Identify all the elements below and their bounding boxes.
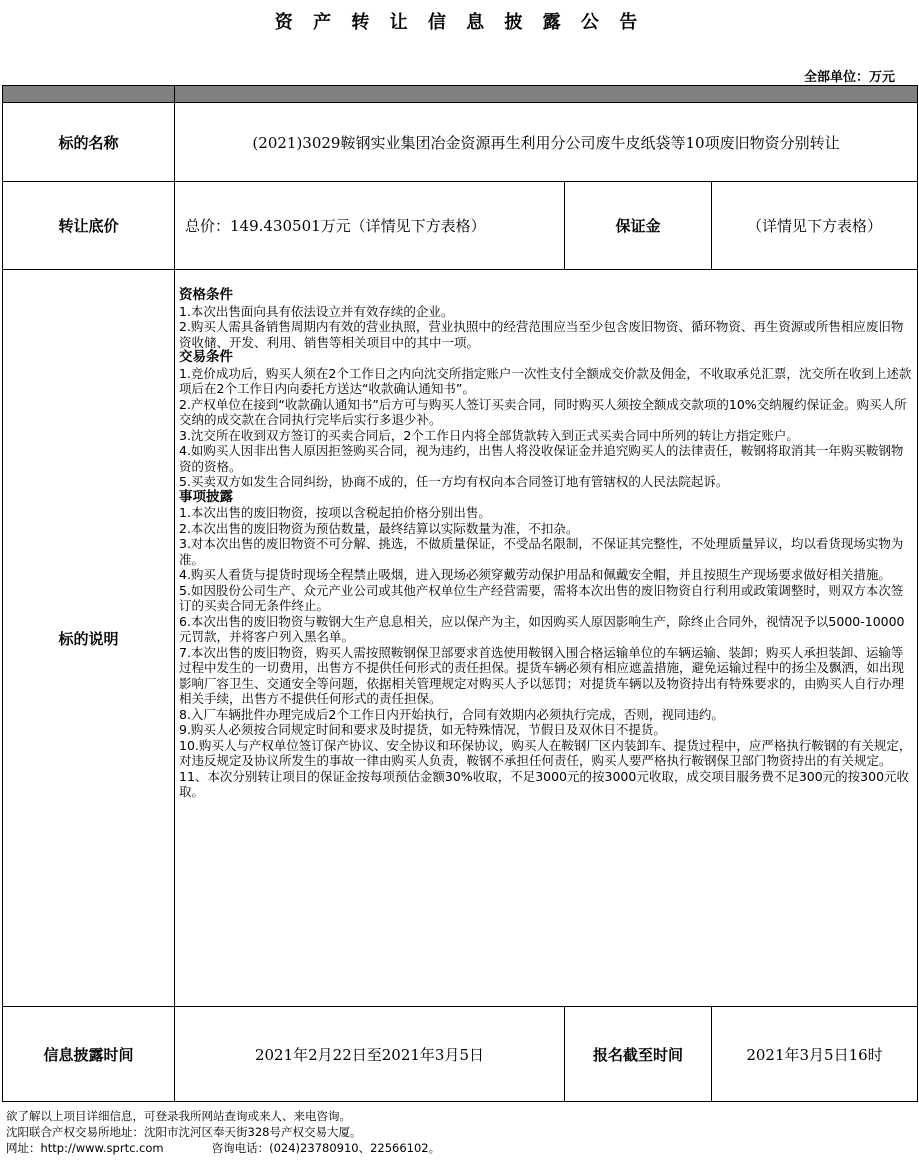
matters-item: 6.本次出售的废旧物资与鞍钢大生产息息相关，应以保产为主，如因购买人原因影响生产，除终止合同外，视情况予以5000-10000元罚款，并将客户列入黑名单。 — [179, 613, 905, 644]
unit-note: 全部单位：万元 — [803, 70, 895, 85]
disclosure-time-value: 2021年2月22日至2021年3月5日 — [175, 1007, 565, 1102]
matters-item: 4.购买人看货与提货时现场全程禁止吸烟，进入现场必须穿戴劳动保护用品和佩戴安全帽，并且按照生产现场要求做好相关措施。 — [179, 567, 891, 582]
trade-item: 2.产权单位在接到“收款确认通知书”后方可与购买人签订买卖合同，同时购买人须按全额成交款项的10%交纳履约保证金。购买人所交纳的成交款在合同执行完毕后实行多退少补。 — [179, 396, 907, 427]
matters-item: 3.对本次出售的废旧物资不可分解、挑选，不做质量保证，不受品名限制，不保证其完整性，不处理质量异议，均以看货现场实物为准。 — [179, 536, 904, 567]
subject-name-label: 标的名称 — [3, 103, 175, 182]
qualification-heading: 资格条件 — [179, 287, 233, 303]
row-price — [3, 182, 918, 270]
price-value: 总价：149.430501万元（详情见下方表格） — [175, 182, 565, 270]
description-label: 标的说明 — [3, 270, 175, 1007]
price-label: 转让底价 — [3, 182, 175, 270]
footer-phone: 咨询电话：(024)23780910、22566102。 — [211, 1141, 441, 1155]
footer — [6, 1108, 440, 1156]
disclosure-time-label: 信息披露时间 — [3, 1007, 175, 1102]
matters-item: 10.购买人与产权单位签订保产协议、安全协议和环保协议，购买人在鞍钢厂区内装卸车、提货过程中，应严格执行鞍钢的有关规定，对违反规定及协议所发生的事故一律由购买人负责，鞍钢不承担任何责任，购买人要严格执行鞍钢保卫部门物资持出的有关规定。 — [179, 737, 912, 768]
matters-item: 1.本次出售的废旧物资，按项以含税起拍价格分别出售。 — [179, 505, 491, 520]
trade-item: 5.买卖双方如发生合同纠纷，协商不成的，任一方均有权向本合同签订地有管辖权的人民法院起诉。 — [179, 474, 729, 489]
matters-item: 7.本次出售的废旧物资，购买人需按照鞍钢保卫部要求首选使用鞍钢入围合格运输单位的车辆运输、装卸；购买人承担装卸、运输等过程中发生的一切费用，出售方不提供任何形式的责任担保。提货车辆必须有相应遮盖措施，避免运输过程中的扬尘及飘洒，如出现影响厂容卫生、交通安全等问题，依据相关管理规定对购买人予以惩罚；对提货车辆以及物资持出有特殊要求的，由购买人自行办理相关手续，出售方不提供任何形式的责任担保。 — [179, 644, 905, 706]
footer-address: 沈阳联合产权交易所地址：沈阳市沈河区奉天街328号产权交易大厦。 — [6, 1125, 362, 1139]
row-subject-name — [3, 103, 918, 182]
footer-info: 欲了解以上项目详细信息，可登录我所网站查询或来人、来电咨询。 — [6, 1109, 351, 1123]
qualification-item: 2.购买人需具备销售周期内有效的营业执照，营业执照中的经营范围应当至少包含废旧物资、循环物资、再生资源或所售相应废旧物资收储、开发、利用、销售等相关项目中的其中一项。 — [179, 319, 904, 350]
row-description — [3, 270, 918, 1007]
qualification-item: 1.本次出售面向具有依法设立并有效存续的企业。 — [179, 303, 454, 319]
deposit-label: 保证金 — [565, 182, 712, 270]
subject-name-value: (2021)3029鞍钢实业集团冶金资源再生利用分公司废牛皮纸袋等10项废旧物资分别转让 — [175, 103, 918, 182]
trade-heading: 交易条件 — [179, 349, 233, 365]
matters-item: 2.本次出售的废旧物资为预估数量，最终结算以实际数量为准，不扣杂。 — [179, 520, 579, 536]
matters-item: 8.入厂车辆批件办理完成后2个工作日内开始执行，合同有效期内必须执行完成，否则，视同违约。 — [179, 706, 724, 722]
deadline-value: 2021年3月5日16时 — [712, 1007, 918, 1102]
trade-item: 4.如购买人因非出售人原因拒签购买合同，视为违约，出售人将没收保证金并追究购买人的法律责任，鞍钢将取消其一年购买鞍钢物资的资格。 — [179, 443, 904, 474]
trade-item: 1.竞价成功后，购买人须在2个工作日之内向沈交所指定账户一次性支付全额成交价款及佣金，不收取承兑汇票，沈交所在收到上述款项后在2个工作日内向委托方送达“收款确认通知书”。 — [179, 365, 912, 396]
matters-item: 9.购买人必须按合同规定时间和要求及时提货，如无特殊情况，节假日及双休日不提货。 — [179, 722, 666, 737]
deposit-value: （详情见下方表格） — [712, 182, 918, 270]
trade-item: 3.沈交所在收到双方签订的买卖合同后，2个工作日内将全部货款转入到正式买卖合同中所列的转让方指定账户。 — [179, 427, 799, 443]
disclosure-table — [2, 85, 918, 1102]
row-disclosure-time — [3, 1007, 918, 1102]
matters-item: 5.如因股份公司生产、众元产业公司或其他产权单位生产经营需要，需将本次出售的废旧物资自行利用或政策调整时，则双方本次签订的买卖合同无条件终止。 — [179, 582, 904, 613]
matters-item: 11、本次分别转让项目的保证金按每项预估金额30%收取，不足3000元的按3000元收取，成交项目服务费不足300元的按300元收取。 — [179, 768, 910, 799]
description-content — [175, 270, 918, 1007]
footer-website[interactable]: 网址：http://www.sprtc.com — [6, 1141, 164, 1155]
footer-contact — [6, 1140, 440, 1156]
header-bar — [3, 86, 918, 103]
deadline-label: 报名截至时间 — [565, 1007, 712, 1102]
page-title: 资 产 转 让 信 息 披 露 公 告 — [274, 12, 645, 33]
matters-heading: 事项披露 — [179, 488, 233, 505]
